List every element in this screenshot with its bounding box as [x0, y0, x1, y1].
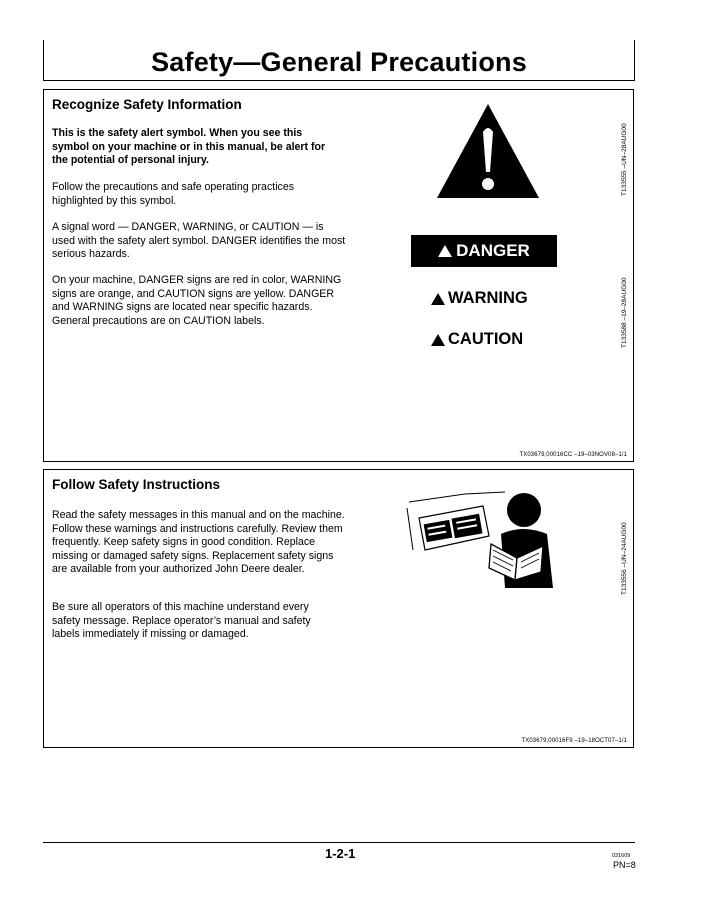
paragraph: A signal word — DANGER, WARNING, or CAUTION — is used with the safety alert symbol. DANGER identifies the most serious hazards.: [52, 221, 346, 261]
revision-code: 031609: [612, 853, 631, 859]
paragraph: Read the safety messages in this manual and on the machine. Follow these warnings and instructions carefully. Review them frequently. Keep safety signs in good condition. Replace missing or damaged safety signs. Replacement safety signs are available from your authorized John Deere dealer.: [52, 509, 345, 576]
section-heading: Recognize Safety Information: [52, 97, 242, 112]
section-heading: Follow Safety Instructions: [52, 477, 221, 492]
document-code: TX03679,00016F9 –19–18OCT07–1/1: [521, 738, 627, 744]
paragraph: On your machine, DANGER signs are red in color, WARNING signs are orange, and CAUTION signs are yellow. DANGER and WARNING signs are located near specific hazards. General precautions are on CAUTION labels.: [52, 274, 342, 327]
figure-code: T133555 –UN–28AUG00: [621, 123, 628, 196]
safety-alert-symbol-icon: [435, 102, 541, 200]
figure-code: T133588 –19–28AUG00: [621, 277, 628, 348]
section-recognize-safety-information: [43, 89, 634, 462]
paragraph: Be sure all operators of this machine understand every safety message. Replace operator’s manual and safety labels immediately if missing or damaged.: [52, 601, 311, 641]
paragraph: Follow the precautions and safe operating practices highlighted by this symbol.: [52, 181, 295, 207]
page-title: Safety—General Precautions: [151, 47, 527, 77]
caution-signal: [431, 330, 523, 349]
alert-triangle-icon: [431, 293, 445, 305]
title-underline: [43, 80, 635, 81]
document-code: TX03679,00016CC –19–03NOV08–1/1: [519, 452, 627, 458]
operator-reading-manual-illustration: [405, 488, 585, 588]
warning-label: WARNING: [448, 289, 528, 307]
safety-alert-paragraph: [52, 127, 338, 168]
footer-rule: [43, 842, 635, 843]
danger-signal: [411, 235, 557, 267]
page-number: 1-2-1: [325, 846, 356, 861]
danger-label: DANGER: [456, 241, 530, 260]
caution-label: CAUTION: [448, 330, 524, 348]
figure-code: T133556 –UN–24AUG00: [621, 522, 628, 595]
alert-triangle-icon: [438, 245, 452, 257]
warning-signal: [431, 289, 528, 308]
pn-number: PN=8: [613, 860, 636, 870]
bold-text: This is the safety alert symbol. When you see this symbol on your machine or in this manual, be alert for the potential of personal injury.: [52, 127, 326, 167]
section-follow-safety-instructions: [43, 469, 634, 748]
alert-triangle-icon: [431, 334, 445, 346]
